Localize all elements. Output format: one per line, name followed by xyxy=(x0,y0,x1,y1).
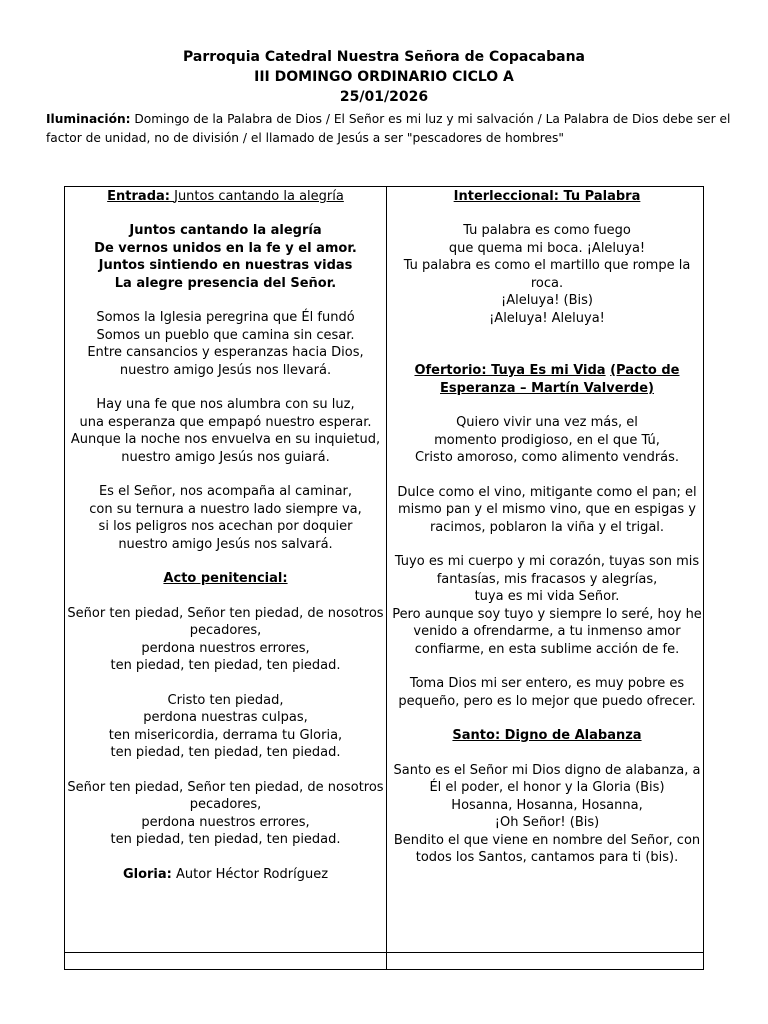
verse-line: con su ternura a nuestro lado siempre va, xyxy=(89,501,362,517)
stanza-line: racimos, poblaron la viña y el trigal. xyxy=(429,519,665,535)
penitencial-heading: Acto penitencial: xyxy=(163,571,288,586)
bottom-row-divider xyxy=(65,952,703,953)
stanza-line: perdona nuestros errores, xyxy=(141,814,310,830)
illumination-text: Domingo de la Palabra de Dios / El Señor es mi luz y mi salvación / La Palabra de Dios debe ser el factor de unidad, no de división / el llamado de Jesús a ser "pescadores de hombres" xyxy=(46,112,731,145)
verse-line: Es el Señor, nos acompaña al caminar, xyxy=(98,484,353,499)
stanza-line: fantasías, mis fracasos y alegrías, xyxy=(436,571,658,587)
stanza-line: mismo pan y el mismo vino, que en espigas y xyxy=(398,502,696,517)
entrada-heading xyxy=(67,188,384,206)
stanza-line: ten piedad, ten piedad, ten piedad. xyxy=(110,745,341,760)
stanza-line: pequeño, pero es lo mejor que puedo ofrecer. xyxy=(398,693,696,709)
song-line: ¡Aleluya! (Bis) xyxy=(500,293,593,308)
santo-lines xyxy=(390,762,704,867)
stanza-line: Pero aunque soy tuyo y siempre lo seré, hoy he xyxy=(392,606,702,622)
verse-line: Hay una fe que nos alumbra con su luz, xyxy=(96,397,355,412)
verse-line: nuestro amigo Jesús nos llevará. xyxy=(119,362,332,378)
song-line: Bendito el que viene en nombre del Señor, con xyxy=(393,832,701,848)
santo-heading: Santo: Digno de Alabanza xyxy=(452,728,642,743)
entrada-verse-1 xyxy=(67,309,384,379)
penitencial-stanza-1 xyxy=(67,605,384,675)
songs-table xyxy=(64,186,704,970)
interleccional-lines xyxy=(390,222,704,327)
stanza-line: Señor ten piedad, Señor ten piedad, de nosotros xyxy=(67,605,384,621)
stanza-line: perdona nuestras culpas, xyxy=(143,710,308,725)
stanza-line: Señor ten piedad, Señor ten piedad, de nosotros xyxy=(67,779,384,795)
stanza-line: tuya es mi vida Señor. xyxy=(474,589,620,604)
stanza-line: Cristo ten piedad, xyxy=(167,692,284,708)
stanza-line: perdona nuestros errores, xyxy=(141,640,310,656)
stanza-line: pecadores, xyxy=(189,623,262,638)
ofertorio-heading xyxy=(390,362,704,397)
date: 25/01/2026 xyxy=(339,89,429,105)
song-line: Tu palabra es como fuego xyxy=(463,223,631,238)
chorus-line: La alegre presencia del Señor. xyxy=(114,275,337,291)
ofertorio-stanza-4 xyxy=(390,675,704,710)
verse-line: Somos un pueblo que camina sin cesar. xyxy=(96,327,355,343)
verse-line: nuestro amigo Jesús nos guiará. xyxy=(121,449,330,465)
parish-name: Parroquia Catedral Nuestra Señora de Copacabana xyxy=(182,49,586,65)
liturgical-sunday: III DOMINGO ORDINARIO CICLO A xyxy=(254,69,514,85)
illumination-label: Iluminación: xyxy=(46,112,131,126)
document-header xyxy=(0,47,768,107)
stanza-line: ten piedad, ten piedad, ten piedad. xyxy=(110,658,341,673)
stanza-line: Dulce como el vino, mitigante como el pan; el xyxy=(397,484,697,500)
stanza-line: venido a ofrendarme, a tu inmenso amor xyxy=(413,624,681,639)
verse-line: una esperanza que empapó nuestro esperar. xyxy=(79,414,372,430)
entrada-title: Juntos cantando la alegría xyxy=(174,188,344,204)
verse-line: Somos la Iglesia peregrina que Él fundó xyxy=(96,310,355,325)
stanza-line: pecadores, xyxy=(189,797,262,812)
entrada-verse-3 xyxy=(67,483,384,553)
ofertorio-stanza-1 xyxy=(390,414,704,467)
verse-line: nuestro amigo Jesús nos salvará. xyxy=(118,536,333,552)
verse-line: Entre cansancios y esperanzas hacia Dios, xyxy=(87,345,364,360)
entrada-chorus xyxy=(67,222,384,292)
song-line: Él el poder, el honor y la Gloria (Bis) xyxy=(429,780,665,795)
song-line: ¡Aleluya! Aleluya! xyxy=(489,310,605,326)
stanza-line: Tuyo es mi cuerpo y mi corazón, tuyas son mis xyxy=(394,554,700,569)
ofertorio-stanza-2 xyxy=(390,484,704,537)
stanza-line: momento prodigioso, en el que Tú, xyxy=(434,432,660,448)
stanza-line: Toma Dios mi ser entero, es muy pobre es xyxy=(409,676,685,691)
gloria-text: Autor Héctor Rodríguez xyxy=(176,866,329,882)
stanza-line: ten piedad, ten piedad, ten piedad. xyxy=(110,832,341,847)
ofertorio-heading-line-1 xyxy=(390,362,704,380)
stanza-line: ten misericordia, derrama tu Gloria, xyxy=(108,727,343,743)
penitencial-stanza-2 xyxy=(67,692,384,762)
song-line: Tu palabra es como el martillo que rompe la roca. xyxy=(403,258,691,291)
song-line: Santo es el Señor mi Dios digno de alabanza, a xyxy=(393,762,701,778)
gloria-label: Gloria: xyxy=(122,866,172,882)
penitencial-stanza-3 xyxy=(67,779,384,849)
stanza-line: Cristo amoroso, como alimento vendrás. xyxy=(414,450,680,465)
stanza-line: confiarme, en esta sublime acción de fe. xyxy=(414,641,680,657)
entrada-verse-2 xyxy=(67,396,384,466)
verse-line: si los peligros nos acechan por doquier xyxy=(98,519,353,534)
ofertorio-source-a: (Pacto de xyxy=(610,363,680,378)
interleccional-heading: Interleccional: Tu Palabra xyxy=(453,188,641,204)
illumination xyxy=(46,110,736,148)
ofertorio-source-b: Esperanza – Martín Valverde) xyxy=(440,380,654,396)
chorus-line: De vernos unidos en la fe y el amor. xyxy=(94,240,357,256)
left-column xyxy=(67,187,384,883)
ofertorio-title: Ofertorio: Tuya Es mi Vida xyxy=(414,363,606,378)
song-line: Hosanna, Hosanna, Hosanna, xyxy=(451,797,643,813)
song-line: todos los Santos, cantamos para ti (bis). xyxy=(415,850,679,865)
song-line: ¡Oh Señor! (Bis) xyxy=(494,815,600,830)
song-line: que quema mi boca. ¡Aleluya! xyxy=(448,240,646,256)
stanza-line: Quiero vivir una vez más, el xyxy=(456,415,638,430)
chorus-line: Juntos cantando la alegría xyxy=(129,223,322,238)
right-column xyxy=(390,187,704,867)
verse-line: Aunque la noche nos envuelva en su inquietud, xyxy=(70,432,381,447)
ofertorio-stanza-3 xyxy=(390,553,704,658)
entrada-label: Entrada: xyxy=(107,188,170,204)
gloria-line xyxy=(67,866,384,884)
column-divider xyxy=(386,187,387,969)
chorus-line: Juntos sintiendo en nuestras vidas xyxy=(98,258,353,273)
